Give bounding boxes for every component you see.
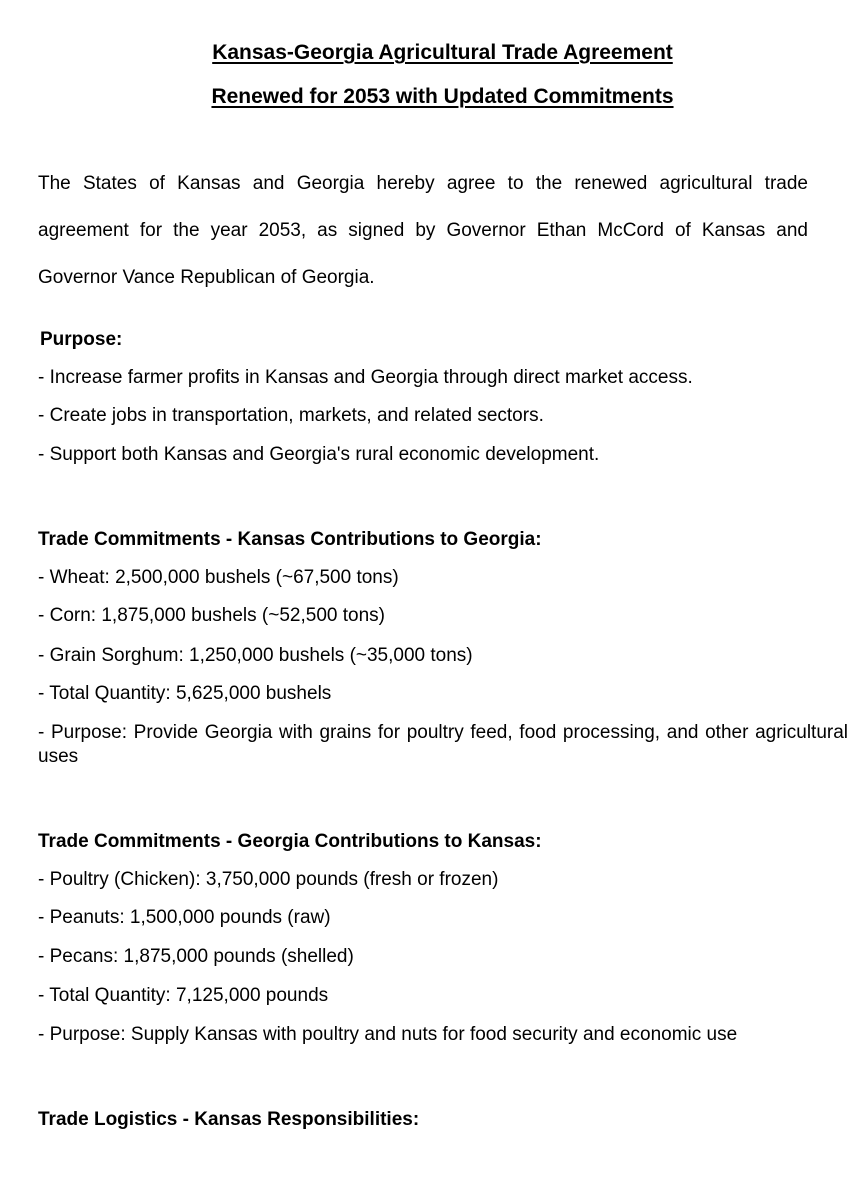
- georgia-contribution-item: - Poultry (Chicken): 3,750,000 pounds (fresh or frozen): [38, 869, 499, 890]
- intro-line: Governor Vance Republican of Georgia.: [38, 267, 375, 288]
- kansas-contribution-item: - Grain Sorghum: 1,250,000 bushels (~35,000 tons): [38, 645, 473, 666]
- document-title-line-1: Kansas-Georgia Agricultural Trade Agreement: [212, 41, 673, 64]
- georgia-contribution-item: - Total Quantity: 7,125,000 pounds: [38, 985, 329, 1006]
- kansas-contribution-purpose: - Purpose: Provide Georgia with grains for poultry feed, food processing, and other agricultural uses: [38, 722, 848, 767]
- kansas-contribution-item: - Corn: 1,875,000 bushels (~52,500 tons): [38, 605, 385, 626]
- intro-line: agreement for the year 2053, as signed by Governor Ethan McCord of Kansas and: [38, 220, 808, 241]
- georgia-contribution-item: - Peanuts: 1,500,000 pounds (raw): [38, 907, 331, 928]
- kansas-contribution-item: - Wheat: 2,500,000 bushels (~67,500 tons): [38, 567, 399, 588]
- kansas-contribution-item: - Total Quantity: 5,625,000 bushels: [38, 683, 332, 704]
- document-title-line-2: Renewed for 2053 with Updated Commitments: [211, 85, 674, 108]
- purpose-item: - Support both Kansas and Georgia's rural economic development.: [38, 444, 600, 465]
- kansas-contributions-heading: Trade Commitments - Kansas Contributions to Georgia:: [38, 529, 542, 550]
- georgia-contribution-item: - Purpose: Supply Kansas with poultry and nuts for food security and economic use: [38, 1024, 738, 1045]
- georgia-contributions-heading: Trade Commitments - Georgia Contributions to Kansas:: [38, 831, 542, 852]
- intro-line: The States of Kansas and Georgia hereby agree to the renewed agricultural trade: [38, 173, 808, 194]
- logistics-heading: Trade Logistics - Kansas Responsibilities:: [38, 1109, 420, 1130]
- purpose-item: - Increase farmer profits in Kansas and Georgia through direct market access.: [38, 367, 693, 388]
- purpose-item: - Create jobs in transportation, markets, and related sectors.: [38, 405, 544, 426]
- purpose-heading: Purpose:: [40, 329, 123, 350]
- georgia-contribution-item: - Pecans: 1,875,000 pounds (shelled): [38, 946, 354, 967]
